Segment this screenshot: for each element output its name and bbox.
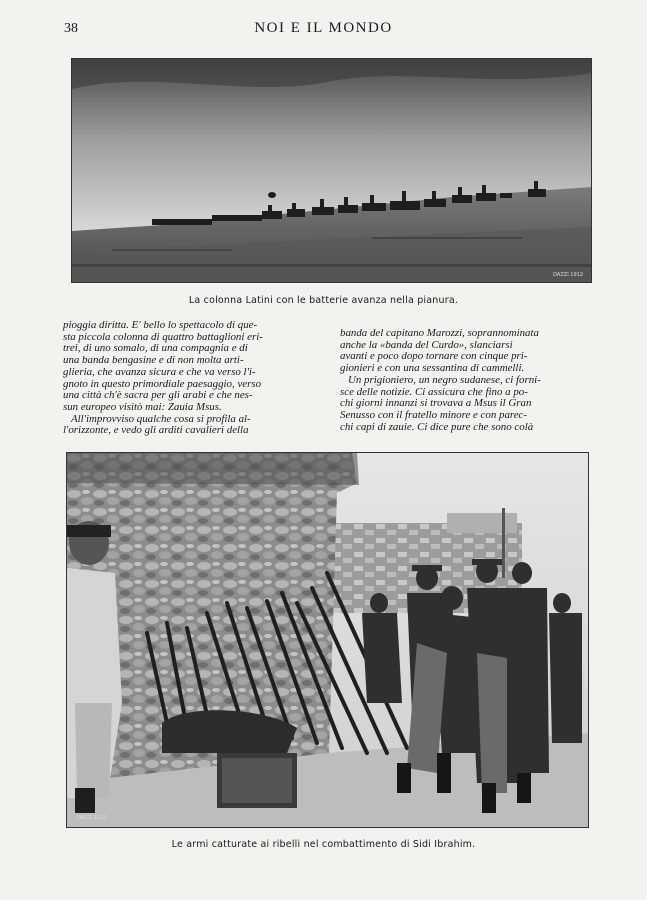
photo-signature: DAZZI 1912 [553, 272, 583, 278]
caption-photo-1: La colonna Latini con le batterie avanza nella pianura. [188, 295, 459, 306]
text-line: chi giorni innanzi si trovava a Msus il Gran [340, 397, 532, 410]
article-column-left [63, 320, 315, 437]
text-line: gionieri e con una sessantina di cammelli. [340, 362, 525, 375]
text-line: sta piccola colonna di quattro battaglioni eri- [63, 330, 263, 343]
text-line: avanti e poco dopo tornare con cinque pri- [340, 350, 528, 363]
photo-column-on-plain [71, 58, 592, 283]
text-line: sun europeo visitò mai: Zauia Msus. [63, 400, 222, 413]
text-line: gnoto in questo primordiale paesaggio, verso [63, 377, 262, 390]
page-number: 38 [64, 21, 78, 36]
running-head: NOI E IL MONDO [254, 20, 393, 36]
text-line: una città ch'è sacra per gli arabi e che nes- [63, 389, 253, 402]
photo-signature: DAZZI 1912 [77, 815, 107, 821]
text-line: Senusso con il fratello minore e con parec- [340, 408, 528, 421]
text-line: All'improvviso qualche cosa si profila al- [71, 412, 251, 425]
text-line: anche la «banda del Curdo», slanciarsi [340, 338, 513, 351]
text-line: sce delle notizie. Ci assicura che fino a po- [340, 385, 528, 398]
text-line: Un prigioniero, un negro sudanese, ci forni- [348, 373, 541, 386]
caption-photo-2: Le armi catturate ai ribelli nel combattimento di Sidi Ibrahim. [171, 839, 476, 850]
text-line: banda del capitano Marozzi, soprannominata [340, 327, 539, 339]
text-line: trei, di uno somalo, di una compagnia e di [63, 342, 248, 355]
text-line: pioggia diritta. E' bello lo spettacolo di que- [63, 319, 258, 331]
text-line: chi capi di zauie. Ci dice pure che sono colà [340, 420, 534, 433]
text-line: una banda bengasine e di non molta arti- [63, 354, 244, 367]
text-line: l'orizzonte, e vedo gli arditi cavalieri della [63, 424, 249, 437]
photo-captured-weapons [66, 452, 589, 828]
article-column-right [340, 328, 592, 433]
text-line: glieria, che avanza sicura e che va verso l'i- [63, 365, 256, 378]
